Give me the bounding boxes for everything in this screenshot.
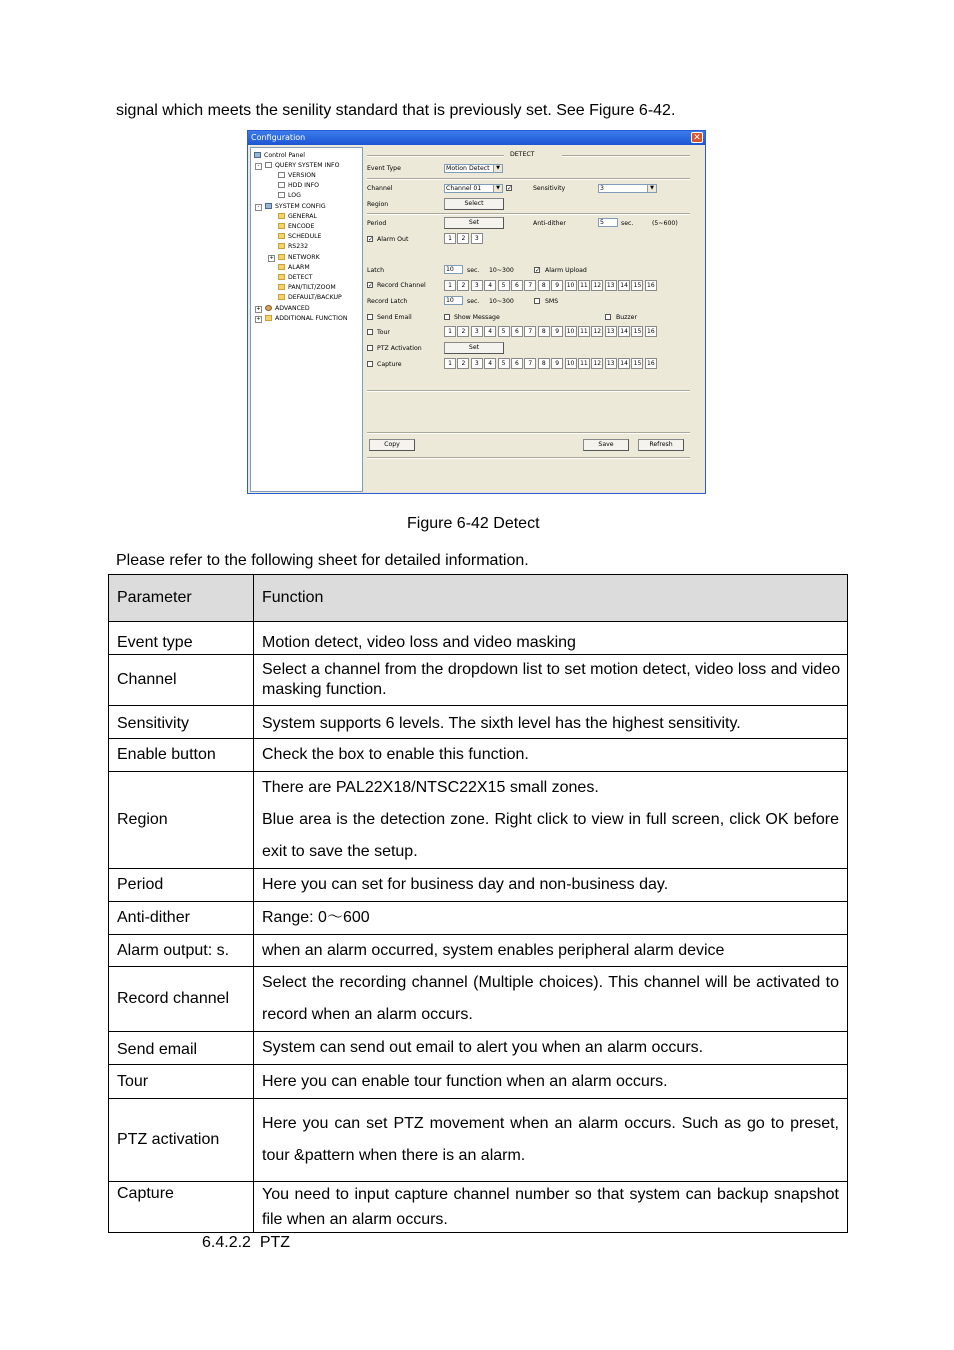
sensitivity-select[interactable]: 3 ▼	[598, 184, 657, 193]
latch-unit: sec.	[467, 267, 480, 274]
alarm-out-channel[interactable]: 1	[444, 233, 456, 244]
channel-button[interactable]: 7	[524, 326, 536, 337]
channel-button[interactable]: 9	[551, 358, 563, 369]
tree-item-general[interactable]: GENERAL	[278, 212, 317, 221]
channel-button[interactable]: 9	[551, 326, 563, 337]
function-cell: Motion detect, video loss and video masking	[254, 622, 848, 655]
config-tree	[250, 147, 363, 492]
ptz-activation-checkbox[interactable]	[367, 345, 373, 351]
record-channel-label: Record Channel	[377, 282, 426, 289]
separator	[367, 457, 690, 459]
alarm-out-label: Alarm Out	[377, 236, 409, 243]
doc-icon	[278, 182, 285, 188]
buzzer-label: Buzzer	[616, 314, 638, 321]
channel-button[interactable]: 12	[591, 358, 603, 369]
function-cell: Range: 0～600	[254, 902, 848, 935]
function-cell: Select the recording channel (Multiple choices). This channel will be activated to record when an alarm occurs.	[254, 967, 848, 1032]
close-icon[interactable]: ✕	[691, 132, 703, 143]
chevron-down-icon: ▼	[493, 185, 502, 192]
channel-button[interactable]: 3	[471, 280, 483, 291]
tree-item-detect[interactable]: DETECT	[278, 273, 312, 282]
anti-dither-input[interactable]: 5	[598, 218, 618, 227]
table-row	[109, 1099, 848, 1182]
send-email-label: Send Email	[377, 314, 412, 321]
anti-dither-label: Anti-dither	[533, 220, 566, 227]
channel-button[interactable]: 2	[457, 358, 469, 369]
table-header-row	[109, 575, 848, 622]
region-select-button[interactable]: Select	[444, 198, 504, 210]
table-row	[109, 772, 848, 869]
function-cell: Here you can set PTZ movement when an alarm occurs. Such as go to preset, tour &pattern when there is an alarm.	[254, 1099, 848, 1182]
detect-panel	[365, 147, 704, 492]
sensitivity-label: Sensitivity	[533, 185, 566, 192]
chevron-down-icon: ▼	[647, 185, 656, 192]
configuration-dialog	[247, 130, 706, 494]
alarm-out-channels	[444, 233, 484, 244]
gear-icon	[265, 305, 272, 311]
folder-icon	[278, 233, 285, 239]
channel-button[interactable]: 10	[565, 358, 577, 369]
period-set-button[interactable]: Set	[444, 217, 504, 229]
buzzer-checkbox[interactable]	[605, 314, 611, 320]
channel-button[interactable]: 4	[484, 358, 496, 369]
sms-checkbox[interactable]	[534, 298, 540, 304]
tree-item-advanced[interactable]: ADVANCED	[265, 304, 310, 313]
latch-input[interactable]: 10	[444, 265, 463, 274]
ptz-set-button[interactable]: Set	[444, 342, 504, 354]
channel-button[interactable]: 2	[457, 326, 469, 337]
latch-label: Latch	[367, 267, 384, 274]
channel-button[interactable]: 13	[605, 358, 617, 369]
parameter-table	[108, 574, 848, 1233]
alarm-upload-checkbox[interactable]: ✓	[535, 267, 541, 274]
expand-icon[interactable]: +	[256, 316, 261, 322]
record-latch-unit: sec.	[467, 298, 480, 305]
chevron-down-icon: ▼	[493, 165, 502, 172]
param-cell: Channel	[109, 655, 254, 706]
tree-item-pan-tilt-zoom[interactable]: PAN/TILT/ZOOM	[278, 283, 336, 292]
channel-button[interactable]: 12	[591, 280, 603, 291]
doc-icon	[278, 172, 285, 178]
record-channel-buttons	[444, 280, 658, 291]
pc-icon	[254, 152, 261, 158]
function-cell: Here you can set for business day and non-business day.	[254, 869, 848, 902]
send-email-checkbox[interactable]	[367, 314, 373, 320]
copy-button[interactable]: Copy	[369, 439, 415, 451]
channel-button[interactable]: 10	[565, 280, 577, 291]
channel-button[interactable]: 5	[498, 326, 510, 337]
channel-select[interactable]: Channel 01 ▼	[444, 184, 503, 193]
tree-item-schedule[interactable]: SCHEDULE	[278, 232, 321, 241]
param-cell: Event type	[109, 622, 254, 655]
folder-icon	[278, 284, 285, 290]
expand-icon[interactable]: +	[269, 255, 274, 261]
channel-button[interactable]: 16	[645, 326, 657, 337]
folder-icon	[278, 254, 285, 260]
table-row	[109, 739, 848, 772]
header-parameter: Parameter	[109, 575, 254, 622]
ptz-activation-label: PTZ Activation	[377, 345, 422, 352]
capture-label: Capture	[377, 361, 402, 368]
channel-button[interactable]: 12	[591, 326, 603, 337]
latch-range: 10~300	[489, 267, 514, 274]
tree-item-query-system-info[interactable]: QUERY SYSTEM INFO	[265, 161, 339, 170]
channel-button[interactable]: 1	[444, 358, 456, 369]
capture-channel-buttons	[444, 358, 658, 369]
tour-channel-buttons	[444, 326, 658, 337]
record-latch-label: Record Latch	[367, 298, 408, 305]
tree-item-additional-function[interactable]: ADDITIONAL FUNCTION	[265, 314, 347, 323]
channel-button[interactable]: 15	[631, 358, 643, 369]
channel-button[interactable]: 6	[511, 280, 523, 291]
separator	[367, 432, 690, 434]
alarm-upload-label: Alarm Upload	[545, 267, 587, 274]
channel-button[interactable]: 15	[631, 280, 643, 291]
tour-label: Tour	[377, 329, 390, 336]
record-latch-range: 10~300	[489, 298, 514, 305]
function-cell: There are PAL22X18/NTSC22X15 small zones. Blue area is the detection zone. Right click to view in full screen, click OK before exit to save the setup.	[254, 772, 848, 869]
capture-checkbox[interactable]	[367, 361, 373, 367]
event-type-select[interactable]: Motion Detect ▼	[444, 164, 503, 173]
channel-button[interactable]: 4	[484, 326, 496, 337]
alarm-out-channel[interactable]: 2	[457, 233, 469, 244]
folder-icon	[278, 243, 285, 249]
event-type-label: Event Type	[367, 165, 401, 172]
separator	[367, 390, 690, 392]
separator	[367, 178, 690, 180]
region-label: Region	[367, 201, 389, 208]
param-cell: Tour	[109, 1065, 254, 1099]
channel-button[interactable]: 15	[631, 326, 643, 337]
tree-item-system-config[interactable]: SYSTEM CONFIG	[265, 202, 326, 211]
tree-item-default-backup[interactable]: DEFAULT/BACKUP	[278, 293, 342, 302]
tree-item-network[interactable]: NETWORK	[278, 253, 320, 262]
param-cell: Anti-dither	[109, 902, 254, 935]
channel-button[interactable]: 2	[457, 280, 469, 291]
group-line	[367, 155, 504, 157]
tree-item-control-panel[interactable]: Control Panel	[254, 151, 305, 160]
doc-icon	[278, 192, 285, 198]
separator	[367, 213, 690, 215]
figure-caption: Figure 6-42 Detect	[407, 515, 540, 532]
enable-checkbox[interactable]: ✓	[507, 185, 513, 192]
channel-button[interactable]: 14	[618, 326, 630, 337]
group-line	[562, 155, 690, 157]
folder-icon	[278, 274, 285, 280]
record-channel-checkbox[interactable]: ✓	[368, 282, 374, 289]
table-row	[109, 706, 848, 739]
save-button[interactable]: Save	[583, 439, 629, 451]
channel-button[interactable]: 5	[498, 358, 510, 369]
folder-icon	[278, 213, 285, 219]
sms-label: SMS	[545, 298, 559, 305]
channel-label: Channel	[367, 185, 393, 192]
channel-button[interactable]: 8	[538, 280, 550, 291]
param-cell: Enable button	[109, 739, 254, 772]
channel-button[interactable]: 5	[498, 280, 510, 291]
function-cell: Here you can enable tour function when an alarm occurs.	[254, 1065, 848, 1099]
param-cell: Record channel	[109, 967, 254, 1032]
table-row	[109, 1182, 848, 1233]
pc-icon	[265, 203, 272, 209]
channel-button[interactable]: 6	[511, 358, 523, 369]
intro-text: signal which meets the senility standard that is previously set. See Figure 6-42.	[116, 102, 676, 119]
tree-item-hdd-info[interactable]: HDD INFO	[278, 181, 319, 190]
period-label: Period	[367, 220, 387, 227]
param-cell: PTZ activation	[109, 1099, 254, 1182]
table-row	[109, 869, 848, 902]
folder-icon	[278, 223, 285, 229]
tour-checkbox[interactable]	[367, 329, 373, 335]
anti-dither-unit: sec.	[621, 220, 634, 227]
tree-item-encode[interactable]: ENCODE	[278, 222, 314, 231]
table-row	[109, 902, 848, 935]
next-section-heading: 6.4.2.2 PTZ	[202, 1234, 291, 1251]
alarm-out-checkbox[interactable]: ✓	[368, 236, 374, 243]
table-row	[109, 935, 848, 967]
channel-button[interactable]: 1	[444, 280, 456, 291]
table-row	[109, 1032, 848, 1065]
collapse-icon[interactable]: -	[255, 163, 262, 170]
channel-button[interactable]: 1	[444, 326, 456, 337]
channel-button[interactable]: 4	[484, 280, 496, 291]
tree-item-rs232[interactable]: RS232	[278, 242, 308, 251]
show-message-checkbox[interactable]	[444, 314, 450, 320]
function-cell: System supports 6 levels. The sixth level has the highest sensitivity.	[254, 706, 848, 739]
channel-button[interactable]: 16	[645, 280, 657, 291]
param-cell: Alarm output: s.	[109, 935, 254, 967]
function-cell: Check the box to enable this function.	[254, 739, 848, 772]
function-cell: Select a channel from the dropdown list to set motion detect, video loss and video masking function.	[254, 655, 848, 706]
channel-button[interactable]: 11	[578, 280, 590, 291]
show-message-label: Show Message	[454, 314, 500, 321]
function-cell: System can send out email to alert you when an alarm occurs.	[254, 1032, 848, 1065]
anti-dither-range: (5~600)	[652, 220, 678, 227]
table-row	[109, 622, 848, 655]
channel-button[interactable]: 11	[578, 358, 590, 369]
channel-button[interactable]: 8	[538, 326, 550, 337]
expand-icon[interactable]: +	[256, 306, 261, 312]
param-cell: Region	[109, 772, 254, 869]
folder-icon	[278, 264, 285, 270]
param-cell: Sensitivity	[109, 706, 254, 739]
channel-button[interactable]: 3	[471, 358, 483, 369]
collapse-icon[interactable]: -	[255, 204, 262, 211]
sheet-intro: Please refer to the following sheet for detailed information.	[116, 552, 529, 569]
channel-button[interactable]: 14	[618, 358, 630, 369]
channel-button[interactable]: 13	[605, 280, 617, 291]
header-function: Function	[254, 575, 848, 622]
group-title: DETECT	[510, 151, 535, 158]
tree-item-version[interactable]: VERSION	[278, 171, 316, 180]
param-cell: Send email	[109, 1032, 254, 1065]
folder-icon	[278, 294, 285, 300]
channel-button[interactable]: 8	[538, 358, 550, 369]
tree-item-alarm[interactable]: ALARM	[278, 263, 310, 272]
channel-button[interactable]: 13	[605, 326, 617, 337]
channel-button[interactable]: 14	[618, 280, 630, 291]
record-latch-input[interactable]: 10	[444, 296, 463, 305]
dialog-title: Configuration	[251, 133, 306, 142]
param-cell: Capture	[109, 1182, 254, 1233]
tree-item-log[interactable]: LOG	[278, 191, 301, 200]
channel-button[interactable]: 7	[524, 358, 536, 369]
function-cell: when an alarm occurred, system enables peripheral alarm device	[254, 935, 848, 967]
channel-button[interactable]: 10	[565, 326, 577, 337]
channel-button[interactable]: 7	[524, 280, 536, 291]
channel-button[interactable]: 9	[551, 280, 563, 291]
table-row	[109, 1065, 848, 1099]
folder-icon	[265, 315, 272, 321]
function-cell: You need to input capture channel number so that system can backup snapshot file when an alarm occurs.	[254, 1182, 848, 1233]
param-cell: Period	[109, 869, 254, 902]
table-row	[109, 655, 848, 706]
channel-button[interactable]: 11	[578, 326, 590, 337]
refresh-button[interactable]: Refresh	[638, 439, 684, 451]
table-row	[109, 967, 848, 1032]
channel-button[interactable]: 16	[645, 358, 657, 369]
channel-button[interactable]: 3	[471, 326, 483, 337]
doc-icon	[265, 162, 272, 168]
channel-button[interactable]: 6	[511, 326, 523, 337]
dialog-titlebar	[248, 131, 705, 145]
alarm-out-channel[interactable]: 3	[471, 233, 483, 244]
